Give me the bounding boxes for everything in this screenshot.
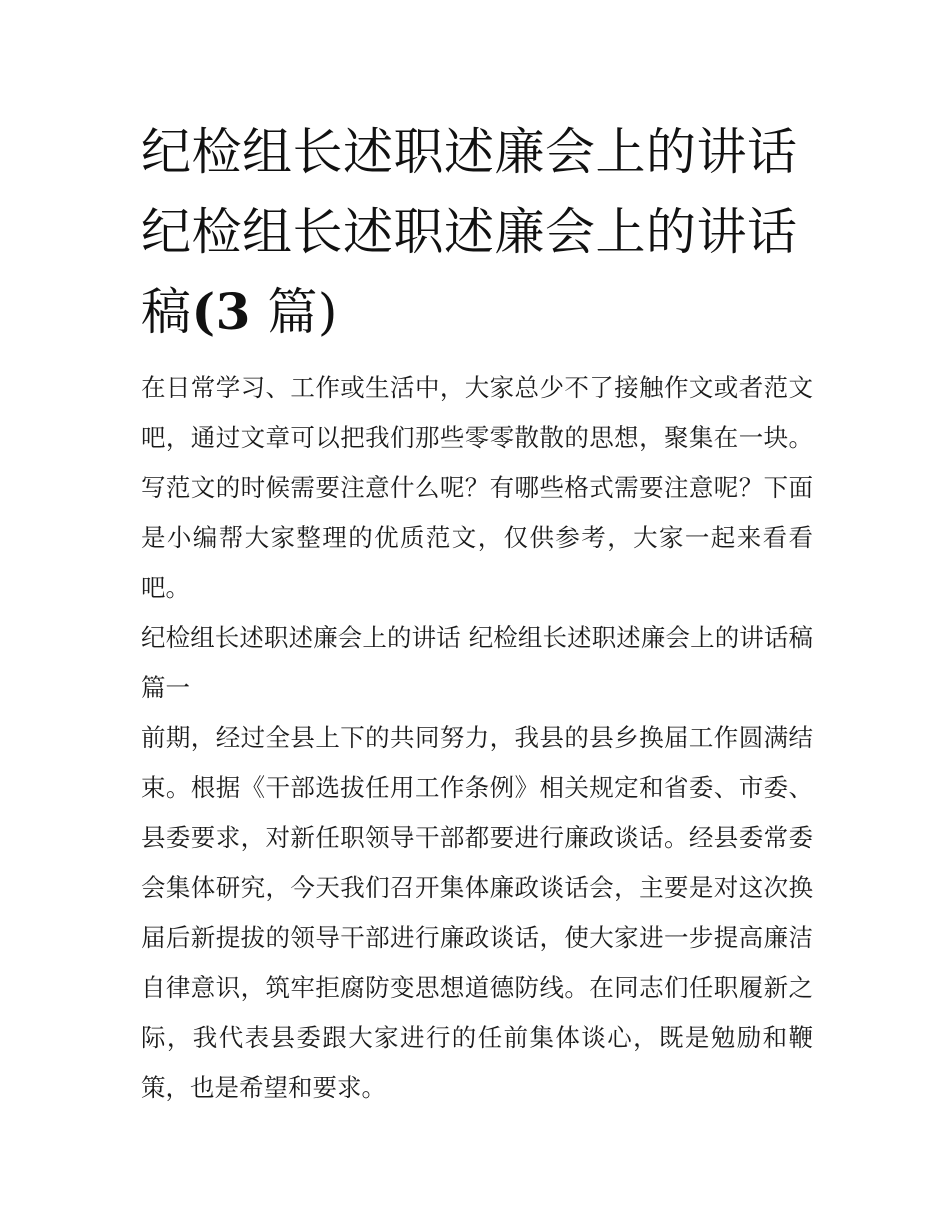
document-title-main: 纪检组长述职述廉会上的讲话 纪检组长述职述廉会上的讲话稿 xyxy=(141,123,798,341)
section-body-paragraph: 前期，经过全县上下的共同努力，我县的县乡换届工作圆满结束。根据《干部选拔任用工作条例》相关规定和省委、市委、县委要求，对新任职领导干部都要进行廉政谈话。经县委常委会集体研究，今天我们召开集体廉政谈话会，主要是对这次换届后新提拔的领导干部进行廉政谈话，使大家进一步提高廉洁自律意识，筑牢拒腐防变思想道德防线。在同志们任职履新之际，我代表县委跟大家进行的任前集体谈心，既是勉励和鞭策，也是希望和要求。 xyxy=(141,723,813,1102)
document-title-open-paren: ( xyxy=(191,282,216,341)
document-title-close: 篇) xyxy=(250,283,338,341)
document-title xyxy=(141,112,813,352)
intro-paragraph: 在日常学习、工作或生活中，大家总少不了接触作文或者范文吧，通过文章可以把我们那些零零散散的思想，聚集在一块。写范文的时候需要注意什么呢？有哪些格式需要注意呢？下面是小编帮大家整理的优质范文，仅供参考，大家一起来看看吧。 xyxy=(141,373,813,602)
section-heading: 纪检组长述职述廉会上的讲话 纪检组长述职述廉会上的讲话稿篇一 xyxy=(141,623,813,702)
document-page xyxy=(141,112,813,1113)
document-title-number: 3 xyxy=(215,282,251,341)
